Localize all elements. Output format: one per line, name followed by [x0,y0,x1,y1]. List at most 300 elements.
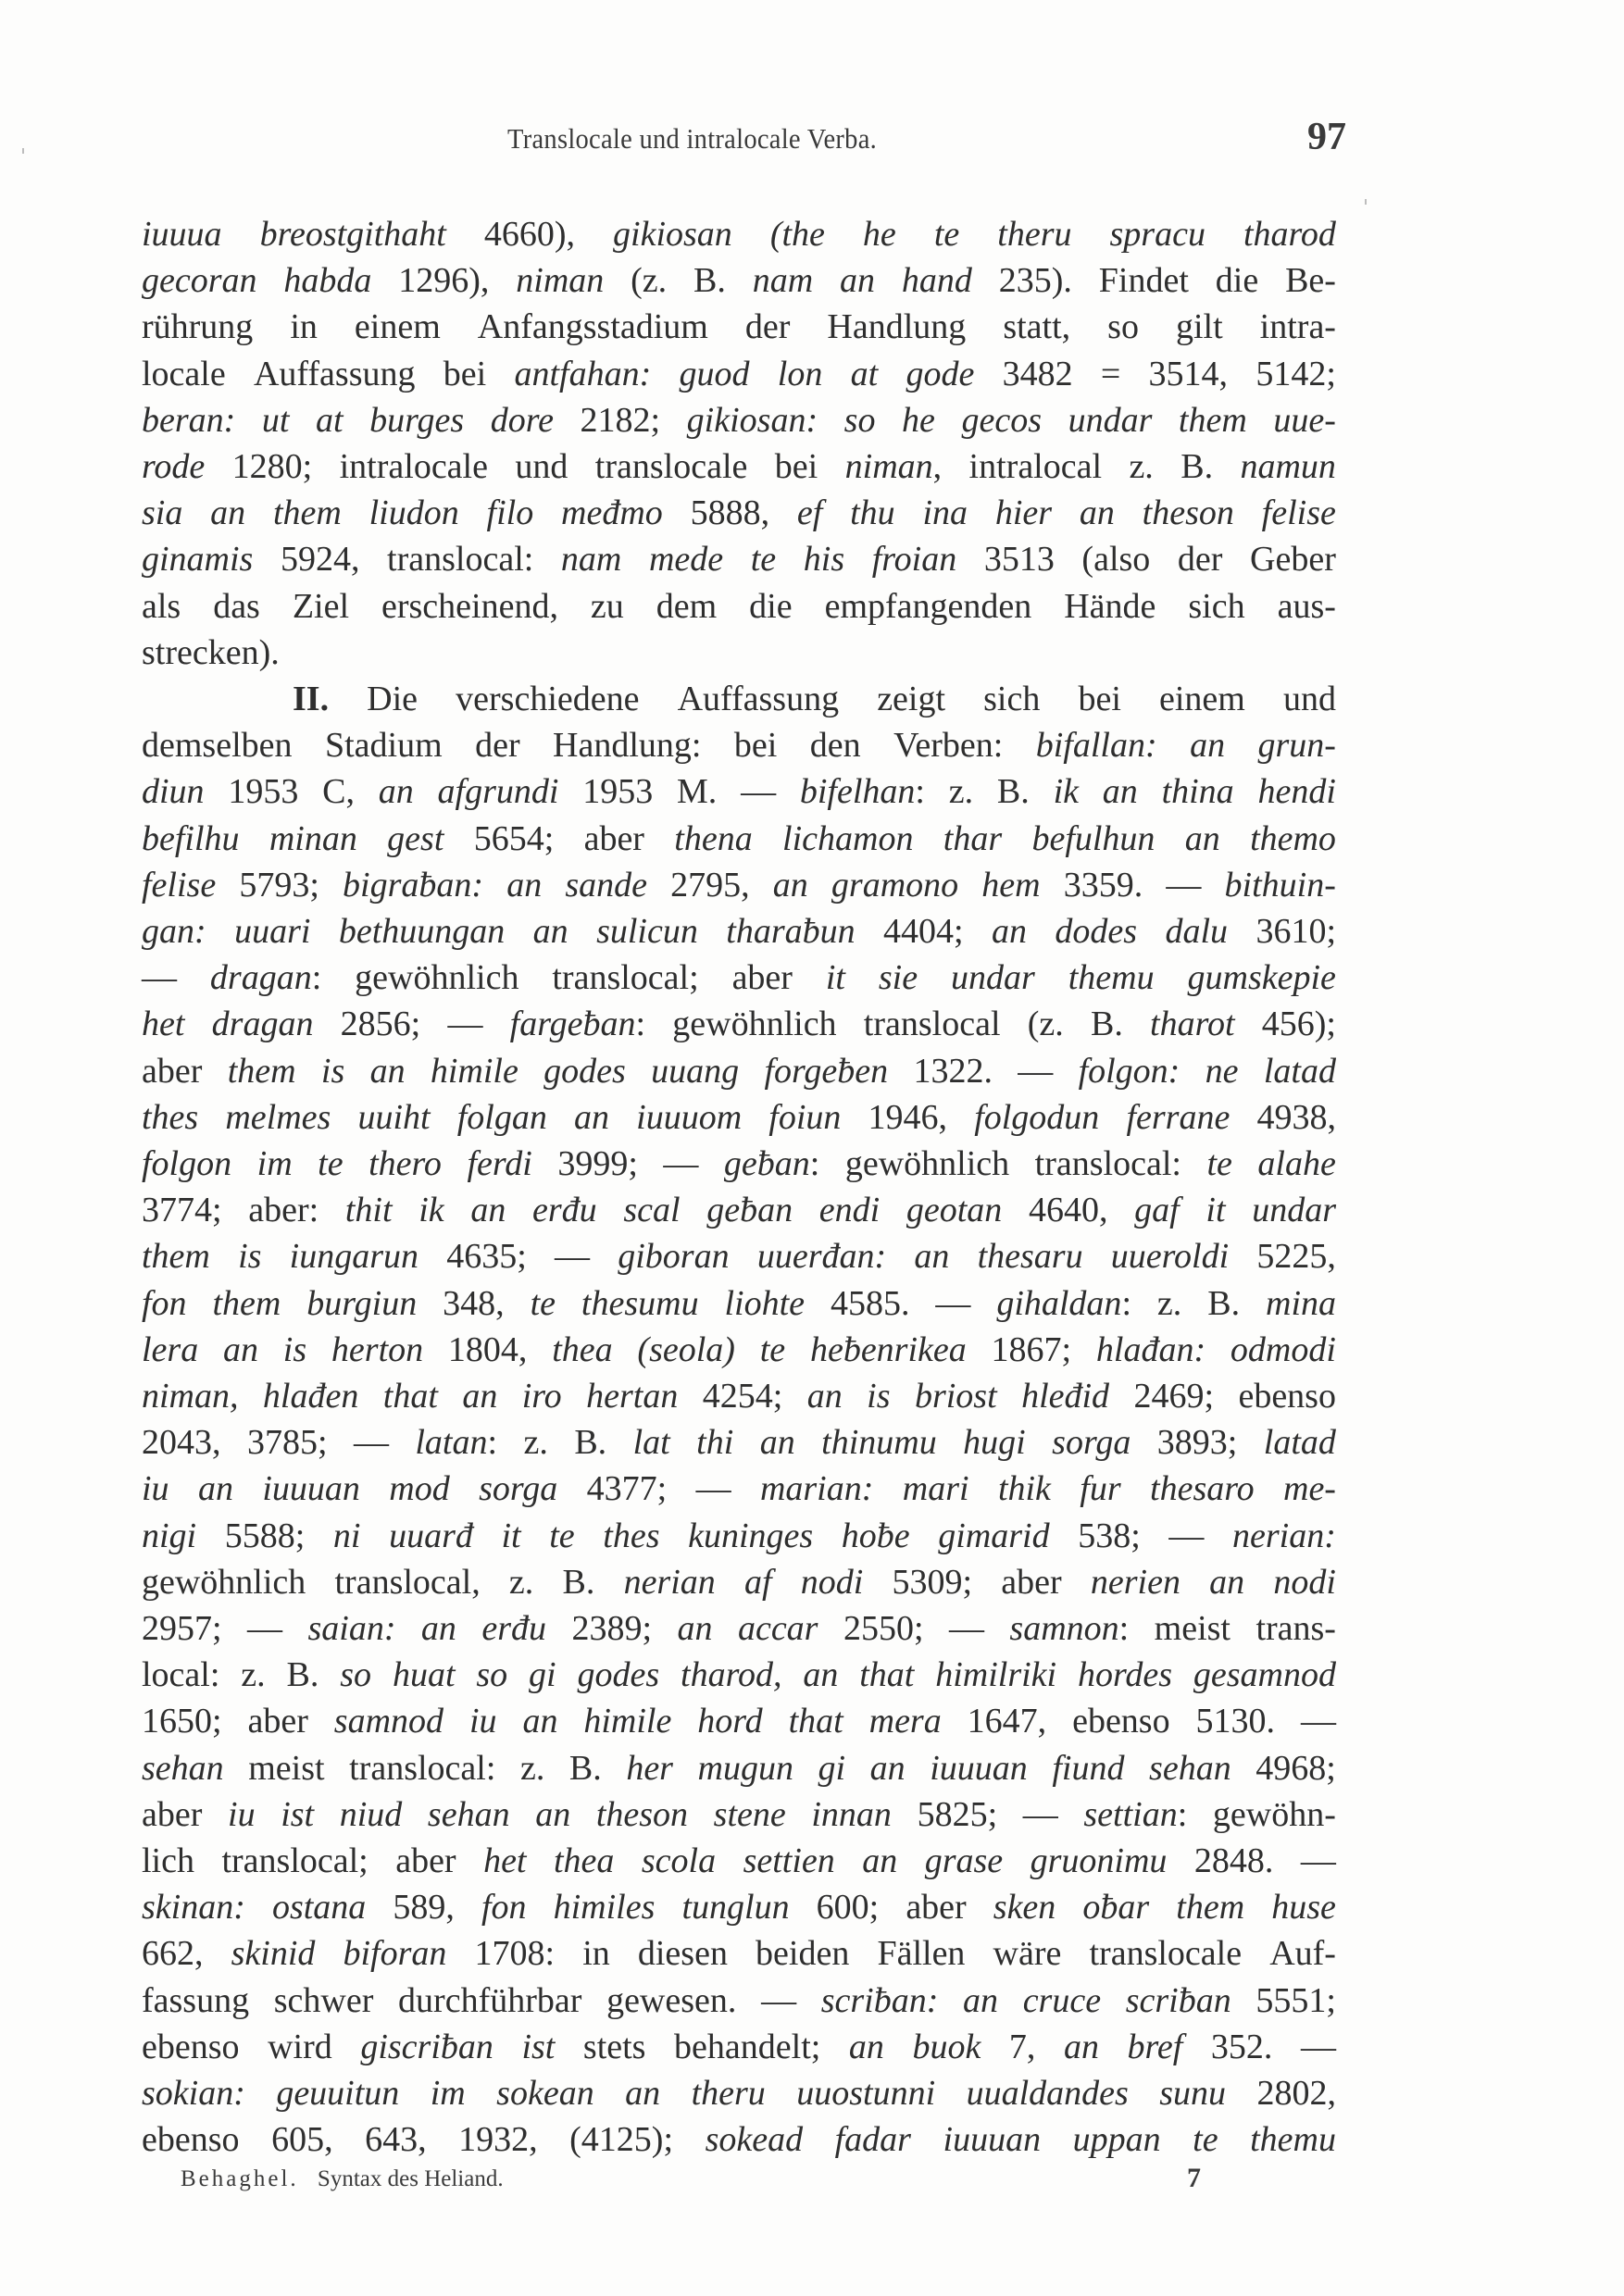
word: dragan [211,1004,314,1044]
word: at [316,400,344,440]
word: B. [562,1562,595,1602]
word: forgeƀen [764,1051,889,1091]
word: translocal [863,1004,1001,1044]
word: gi [818,1748,846,1788]
word: thi [696,1423,734,1463]
word: liohte [724,1283,806,1323]
scan-speck [22,148,24,154]
word: wäre [993,1934,1062,1974]
word: 5888, [690,493,770,533]
word: — [935,1283,971,1323]
word: gumskepie [1187,958,1336,998]
word: an [522,1702,558,1741]
word: 3999; [557,1144,638,1183]
word: Die [367,680,418,718]
word: z. [508,1562,534,1602]
word: 2795, [670,865,750,905]
word: spracu [1109,215,1206,254]
word: der [1177,540,1223,580]
word: meist [248,1748,325,1788]
word: gecoran [142,261,257,301]
text-line [142,1048,1336,1094]
word: 352. [1210,2027,1273,2066]
word: thinumu [821,1423,937,1463]
word: grase [924,1841,1004,1880]
word: intralocale [339,447,488,486]
word: translocal; [552,958,699,998]
word: B. [693,261,726,301]
word: 5225, [1256,1237,1336,1277]
word: sia [142,493,183,533]
word: uppan [1072,2120,1161,2160]
word: an [806,1377,843,1416]
word: an [1184,818,1220,858]
word: an [462,1377,498,1416]
word: die [1215,261,1259,301]
word: hleđid [1021,1377,1110,1416]
word: biforan [343,1934,447,1974]
word: briost [914,1377,997,1416]
word: them [1178,400,1247,440]
word: fassung [142,1980,250,2020]
word: ut [261,400,290,440]
word: aber [583,818,644,858]
word: folgodun [974,1097,1100,1137]
word: II. [293,680,330,718]
word: translocale [1089,1934,1243,1974]
word: — [1300,1841,1336,1880]
word: sorga [1052,1423,1131,1463]
word: nerian: [1232,1516,1336,1555]
text-line [142,1233,1336,1279]
word: hlađen [262,1377,359,1416]
text-line [142,1419,1336,1466]
word: dragan: [209,958,322,998]
word: C, [322,772,355,812]
text-line [142,1930,1336,1977]
text-line [142,490,1336,536]
word: te [1193,2120,1218,2160]
word: thes [142,1097,199,1137]
word: 2389; [571,1609,653,1648]
word: 1932, [458,2120,538,2160]
word: sehan [1149,1748,1231,1788]
word: fadar [834,2120,911,2160]
word: burges [369,400,465,440]
word: dalu [1165,912,1229,951]
word: erđu [481,1609,547,1648]
word: 4635; [446,1237,527,1277]
word: habda [283,261,372,301]
word: nerien [1090,1562,1181,1602]
word: felise [1261,493,1336,533]
word: 1804, [447,1329,528,1369]
word: froian [871,540,957,580]
word: sunu [1159,2074,1227,2113]
text-line [142,211,1336,257]
text-line [142,443,1336,490]
word: fargeƀan: [509,1004,646,1044]
word: iu [142,1469,169,1509]
word: z. [948,772,974,812]
word: ostana [271,1888,367,1928]
word: 643, [365,2120,427,2160]
word: 2802, [1256,2074,1336,2113]
text-line [142,1094,1336,1141]
word: gilt [1175,307,1223,347]
word: — [741,772,777,812]
word: heƀenrikea [809,1329,967,1369]
word: B. [1090,1004,1123,1044]
word: niman, [844,447,943,486]
word: bigraƀan: [343,865,484,905]
word: 4404; [883,912,964,951]
word: sande [565,865,647,905]
text-line [142,1141,1336,1187]
word: Auffassung [253,354,416,393]
word: af [743,1562,772,1602]
word: an [506,865,543,905]
word: samnon: [1009,1609,1130,1648]
word: 1296), [398,261,490,301]
word: sie [878,958,918,998]
word: iuuuom [636,1097,743,1137]
word: them [1176,1888,1245,1928]
word: te [1206,1144,1232,1183]
word: giscriƀan [360,2027,493,2066]
word: z. [519,1748,545,1788]
word: 2182; [580,400,661,440]
word: der [475,726,520,766]
text-line [142,1791,1336,1838]
word: burgiun [306,1283,418,1323]
word: geƀan [706,1191,793,1230]
word: translocal; [221,1841,369,1880]
word: is [867,1377,891,1416]
word: stene [713,1794,786,1834]
word: beiden [756,1934,850,1974]
word: 600; [816,1888,880,1928]
word: 1953 [582,772,654,812]
word: ni [332,1516,361,1555]
word: 2856; [340,1004,421,1044]
word: das [213,586,260,626]
word: undar [951,958,1035,998]
word: niman [516,261,605,301]
word: dodes [1055,912,1138,951]
word: himiles [553,1888,656,1928]
word: an [677,1609,713,1648]
word: fon [142,1283,187,1323]
word: — [1168,1516,1205,1555]
word: godes [543,1051,626,1091]
word: settian: [1083,1794,1188,1834]
word: nodi [800,1562,864,1602]
word: sehan [142,1748,224,1788]
word: 5551; [1255,1980,1336,2020]
word: ik [418,1191,444,1230]
word: uuiht [357,1097,431,1137]
word: bei [733,726,778,766]
word: hendi [1257,772,1336,812]
word: wird [268,2027,332,2066]
word: an [848,2027,884,2066]
word: die [749,586,793,626]
word: them [142,1237,210,1277]
word: 2043, [142,1423,221,1463]
word: — [695,1469,731,1509]
word: beran: [142,400,236,440]
word: undar [1068,400,1153,440]
word: durchführbar [398,1980,582,2020]
word: gewöhnlich [672,1004,837,1044]
word: — [1022,1794,1058,1834]
word: M. [677,772,718,812]
word: aber [1001,1562,1062,1602]
word: 1322. [913,1051,993,1091]
word: einem [354,307,441,347]
word: aber [906,1888,967,1928]
word: that [788,1702,843,1741]
text-line [142,1978,1336,2024]
word: (4125); [569,2120,674,2160]
text-line [142,862,1336,908]
word: — [948,1609,984,1648]
word: dore [490,400,554,440]
word: (also [1081,540,1151,580]
text-line [142,816,1336,862]
word: translocal: [387,540,534,580]
word: folgon: [1078,1051,1181,1091]
word: behandelt; [674,2027,821,2066]
word: 1650; [142,1702,222,1741]
word: uualdandes [966,2074,1129,2113]
word: thea [552,1329,613,1369]
word: an [963,1980,999,2020]
word: 4938, [1256,1097,1336,1137]
word: 538; [1078,1516,1141,1555]
word: local: [142,1655,220,1695]
word: nam [560,540,622,580]
word: aber [142,1794,203,1834]
word: 5654; [473,818,555,858]
word: 2957; [142,1609,222,1648]
text-line [142,908,1336,955]
word: 3774; [142,1191,222,1230]
word: stets [582,2027,646,2066]
word: ferdi [467,1144,532,1183]
word: 5588; [224,1516,306,1555]
footer-signature [181,2166,504,2192]
word: ist [281,1794,315,1834]
word: an [840,261,876,301]
word: me- [1283,1469,1336,1509]
word: 3893; [1156,1423,1238,1463]
word: 2848. [1193,1841,1274,1880]
word: ebenso [1238,1377,1336,1416]
word: translocal: [349,1748,496,1788]
word: so [1107,307,1139,347]
word: intra- [1259,307,1336,347]
word: uuerđan: [756,1237,887,1277]
word: te [759,1329,786,1369]
word: an [759,1423,795,1463]
word: 4377; [586,1469,668,1509]
word: het [483,1841,527,1880]
word: 5130. [1195,1702,1276,1741]
word: godes [577,1655,660,1695]
word: translocal, [334,1562,481,1602]
word: aber [395,1841,456,1880]
text-line [142,1466,1336,1512]
word: thesaru [977,1237,1083,1277]
word: sich [983,680,1041,718]
word: Stadium [324,726,443,766]
text-line [142,1001,1336,1047]
word: antfahan: [514,354,652,393]
word: he [862,215,896,254]
word: sokead [705,2120,804,2160]
word: međmo [561,493,663,533]
word: aus- [1277,586,1336,626]
scan-speck [1365,199,1367,205]
word: hier [994,493,1053,533]
word: befilhu [142,818,240,858]
word: fur [1080,1469,1121,1509]
word: that [859,1655,915,1695]
word: tharod [1243,215,1336,254]
word: undar [1252,1191,1336,1230]
word: B. [286,1655,319,1695]
word: z. [523,1423,548,1463]
word: z. [1129,447,1154,486]
word: an [862,1841,898,1880]
word: 2469; [1133,1377,1215,1416]
word: ferrane [1126,1097,1230,1137]
word: gewesen. [606,1980,737,2020]
text-line [142,1513,1336,1559]
word: themo [1250,818,1336,858]
word: 1867; [991,1329,1072,1369]
word: he [902,400,935,440]
word: lon [777,354,823,393]
word: 2550; [843,1609,924,1648]
word: sehan [427,1794,510,1834]
word: 7, [1008,2027,1036,2066]
text-line [142,630,1336,676]
word: 662, [142,1934,204,1974]
word: te [933,215,960,254]
word: so [340,1655,372,1695]
word: guod [679,354,750,393]
word: 3359. [1063,865,1143,905]
word: is [320,1051,345,1091]
word: iuuuan [943,2120,1042,2160]
word: z. [1156,1283,1182,1323]
word: buok [912,2027,981,2066]
word: 5142; [1255,354,1336,393]
word: kuninges [688,1516,814,1555]
word: (seola) [637,1329,735,1369]
word: gewöhnlich [844,1144,1010,1183]
word: Handlung [827,307,967,347]
word: at [850,354,879,393]
word: 4254; [702,1377,783,1416]
word: felise [142,865,217,905]
word: himile [583,1702,672,1741]
word: 5793; [239,865,319,905]
word: gikiosan: [686,400,818,440]
word: gan: [142,912,206,951]
word: 456); [1261,1004,1336,1044]
word: bethuungan [338,912,506,951]
word: te [750,540,777,580]
word: uuari [234,912,311,951]
word: te [549,1516,575,1555]
word: gihaldan: [996,1283,1131,1323]
word: iungarun [289,1237,419,1277]
word: fon [481,1888,527,1928]
word: themu [1250,2120,1336,2160]
word: giboran [618,1237,730,1277]
word: an [1079,493,1115,533]
word: an [532,912,568,951]
word: an [1209,1562,1245,1602]
word: hlađan: [1095,1329,1206,1369]
footer-book-title: Syntax des Heliand. [317,2166,504,2191]
word: — [353,1423,389,1463]
word: is [238,1237,262,1277]
word: 5825; [917,1794,998,1834]
word: cruce [1022,1980,1102,2020]
word: melmes [225,1097,331,1137]
word: thit [344,1191,393,1230]
word: thesaro [1150,1469,1255,1509]
word: 3610; [1255,912,1336,951]
word: Findet [1098,261,1189,301]
word: 1708: [474,1934,556,1974]
word: sken [993,1888,1056,1928]
word: nam [752,261,814,301]
word: im [430,2074,466,2113]
text-line [142,1280,1336,1327]
word: filo [486,493,534,533]
word: an [625,2074,661,2113]
word: diun [142,772,205,812]
word: — [1166,865,1202,905]
word: B. [996,772,1030,812]
word: — [761,1980,797,2020]
word: ef [796,493,823,533]
word: breostgithaht [259,215,446,254]
word: zeigt [877,680,946,718]
word: theson [1142,493,1234,533]
word: an [1063,2027,1099,2066]
word: — [247,1609,283,1648]
word: gruonimu [1030,1841,1168,1880]
word: erđu [532,1191,597,1230]
word: an [574,1097,609,1137]
word: an [803,1655,839,1695]
word: gest [387,818,444,858]
word: iuuuan [262,1469,360,1509]
word: hem [981,865,1041,905]
word: gaf [1134,1191,1180,1230]
word: mod [389,1469,450,1509]
text-line [142,1327,1336,1373]
word: marian: [759,1469,874,1509]
word: als [142,586,181,626]
